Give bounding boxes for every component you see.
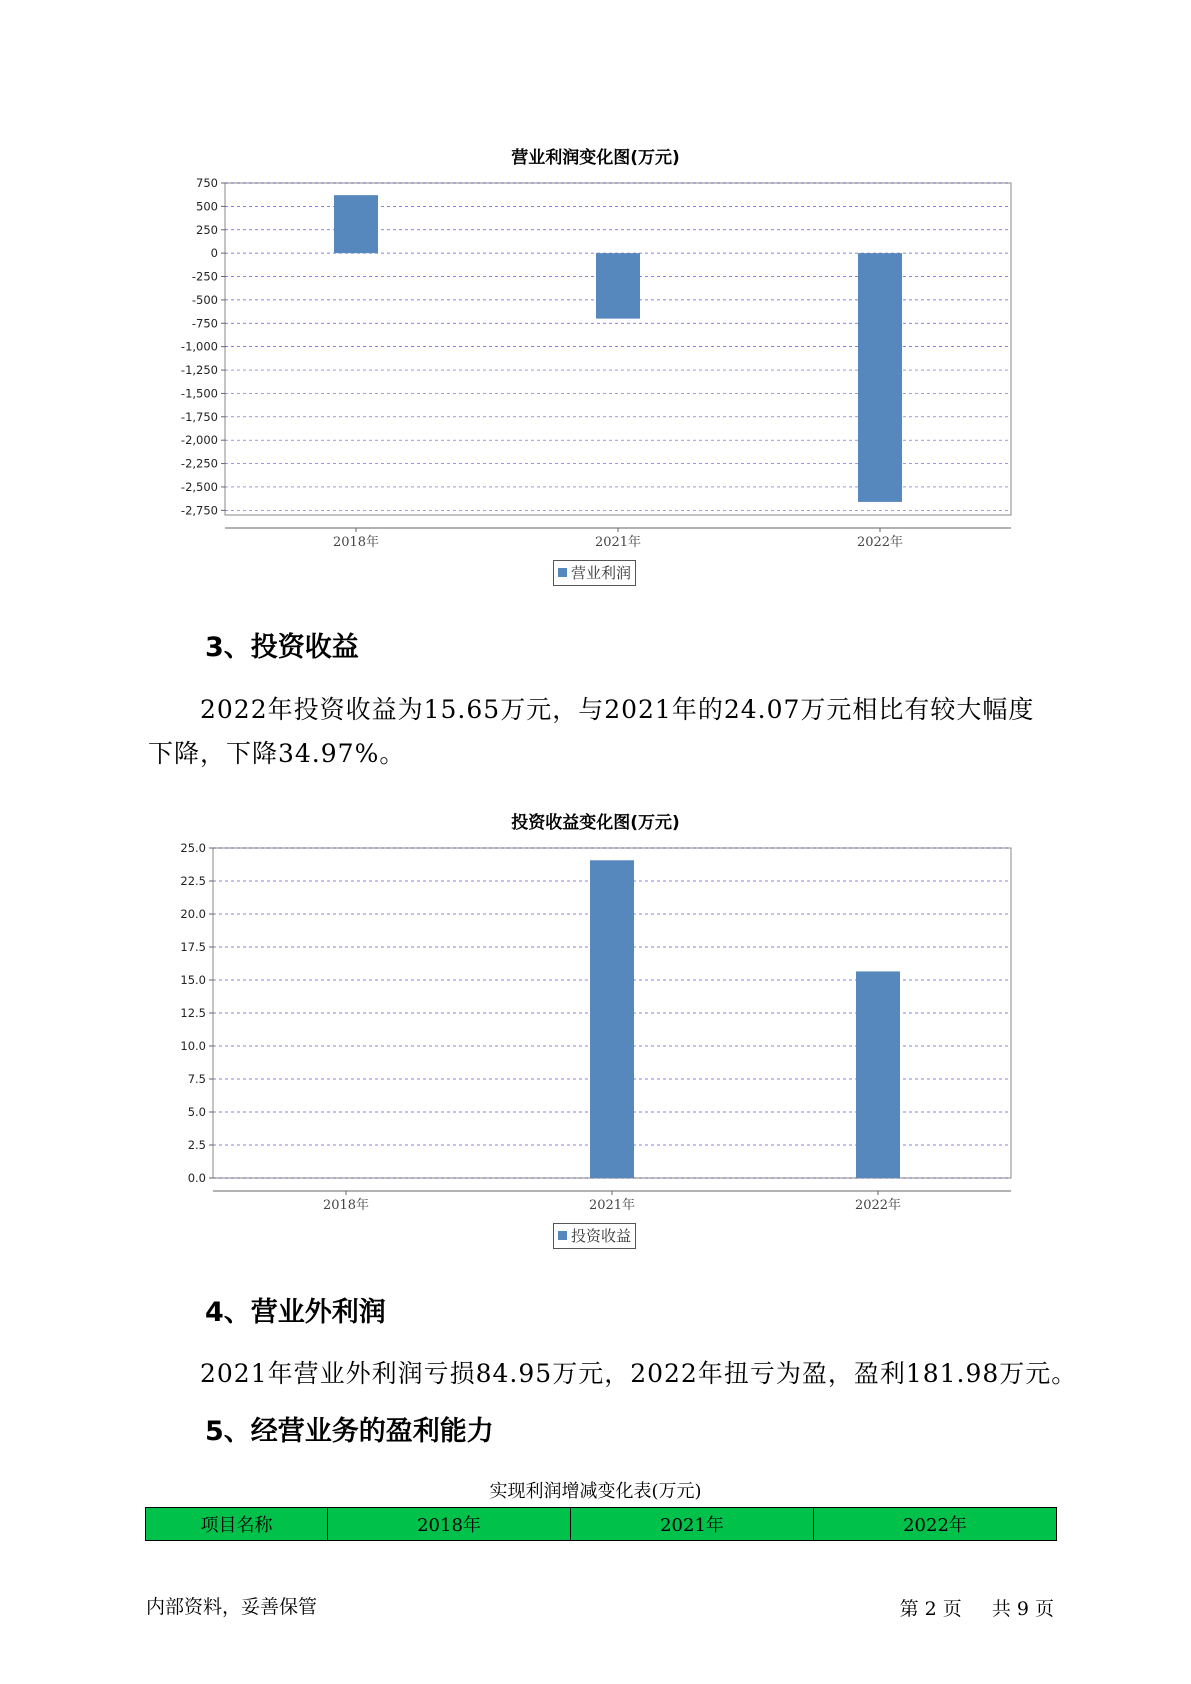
bar <box>856 971 900 1178</box>
table-header-2018: 2018年 <box>328 1508 571 1541</box>
operating-profit-chart <box>0 170 1191 590</box>
x-tick-label: 2021年 <box>594 535 642 550</box>
y-tick-label: 500 <box>196 199 218 214</box>
page-label-4: 页 <box>1034 1598 1054 1620</box>
y-tick-label: 12.5 <box>180 1006 206 1020</box>
y-tick-label: 5.0 <box>187 1105 206 1119</box>
table-header-2021: 2021年 <box>571 1508 814 1541</box>
y-tick-label: 20.0 <box>180 907 206 921</box>
y-tick-label: 25.0 <box>180 841 206 855</box>
chart1-title: 营业利润变化图(万元) <box>511 148 680 168</box>
table-header-row <box>146 1508 1057 1541</box>
y-tick-label: 0.0 <box>187 1171 206 1185</box>
y-tick-label: 22.5 <box>180 874 206 888</box>
y-tick-label: -1,500 <box>180 386 218 401</box>
page-total: 9 <box>1016 1598 1029 1620</box>
section-3-heading: 3、投资收益 <box>205 632 359 663</box>
bar <box>858 253 902 502</box>
y-tick-label: 10.0 <box>180 1039 206 1053</box>
y-tick-label: 0 <box>210 246 218 261</box>
x-tick-label: 2021年 <box>588 1198 636 1213</box>
y-tick-label: -250 <box>191 269 218 284</box>
x-tick-label: 2018年 <box>332 535 380 550</box>
bar <box>590 860 634 1178</box>
y-tick-label: -750 <box>191 316 218 331</box>
page-label-3: 共 <box>991 1598 1011 1620</box>
section-3-paragraph: 2022年投资收益为15.65万元，与2021年的24.07万元相比有较大幅度下降，下降34.97%。 <box>148 695 1035 768</box>
y-tick-label: 15.0 <box>180 973 206 987</box>
profit-change-table <box>145 1507 1057 1541</box>
y-tick-label: -2,000 <box>180 433 218 448</box>
y-tick-label: -1,250 <box>180 363 218 378</box>
page-current: 2 <box>924 1598 937 1620</box>
x-tick-label: 2018年 <box>322 1198 370 1213</box>
y-tick-label: -1,750 <box>180 409 218 424</box>
section-5-heading: 5、经营业务的盈利能力 <box>205 1416 494 1447</box>
table-header-item-name: 项目名称 <box>146 1508 328 1541</box>
investment-income-chart <box>0 835 1191 1215</box>
bar <box>596 253 640 318</box>
table-caption: 实现利润增减变化表(万元) <box>489 1481 702 1502</box>
section-4-heading: 4、营业外利润 <box>205 1297 386 1328</box>
chart2-title: 投资收益变化图(万元) <box>511 813 680 833</box>
y-tick-label: -500 <box>191 292 218 307</box>
legend-swatch <box>558 568 567 577</box>
x-tick-label: 2022年 <box>854 1198 902 1213</box>
y-tick-label: 7.5 <box>187 1072 206 1086</box>
y-tick-label: -2,750 <box>180 503 218 518</box>
y-tick-label: -1,000 <box>180 339 218 354</box>
table-header-2022: 2022年 <box>814 1508 1057 1541</box>
chart2-legend <box>553 1223 636 1249</box>
section-4-paragraph: 2021年营业外利润亏损84.95万元，2022年扭亏为盈，盈利181.98万元。 <box>200 1359 1078 1388</box>
page-label-2: 页 <box>942 1598 962 1620</box>
x-tick-label: 2022年 <box>856 535 904 550</box>
chart2-legend-label: 投资收益 <box>571 1227 632 1245</box>
bar <box>334 195 378 253</box>
page-label-1: 第 <box>899 1598 919 1620</box>
legend-swatch <box>558 1231 567 1240</box>
y-tick-label: -2,250 <box>180 456 218 471</box>
footer-page-number <box>897 1594 1057 1621</box>
y-tick-label: 17.5 <box>180 940 206 954</box>
y-tick-label: 250 <box>196 222 218 237</box>
y-tick-label: 750 <box>196 176 218 190</box>
footer-confidential-note: 内部资料，妥善保管 <box>146 1596 318 1618</box>
y-tick-label: 2.5 <box>187 1138 206 1152</box>
y-tick-label: -2,500 <box>180 479 218 494</box>
chart1-legend-label: 营业利润 <box>571 564 632 582</box>
chart1-legend <box>553 560 636 586</box>
